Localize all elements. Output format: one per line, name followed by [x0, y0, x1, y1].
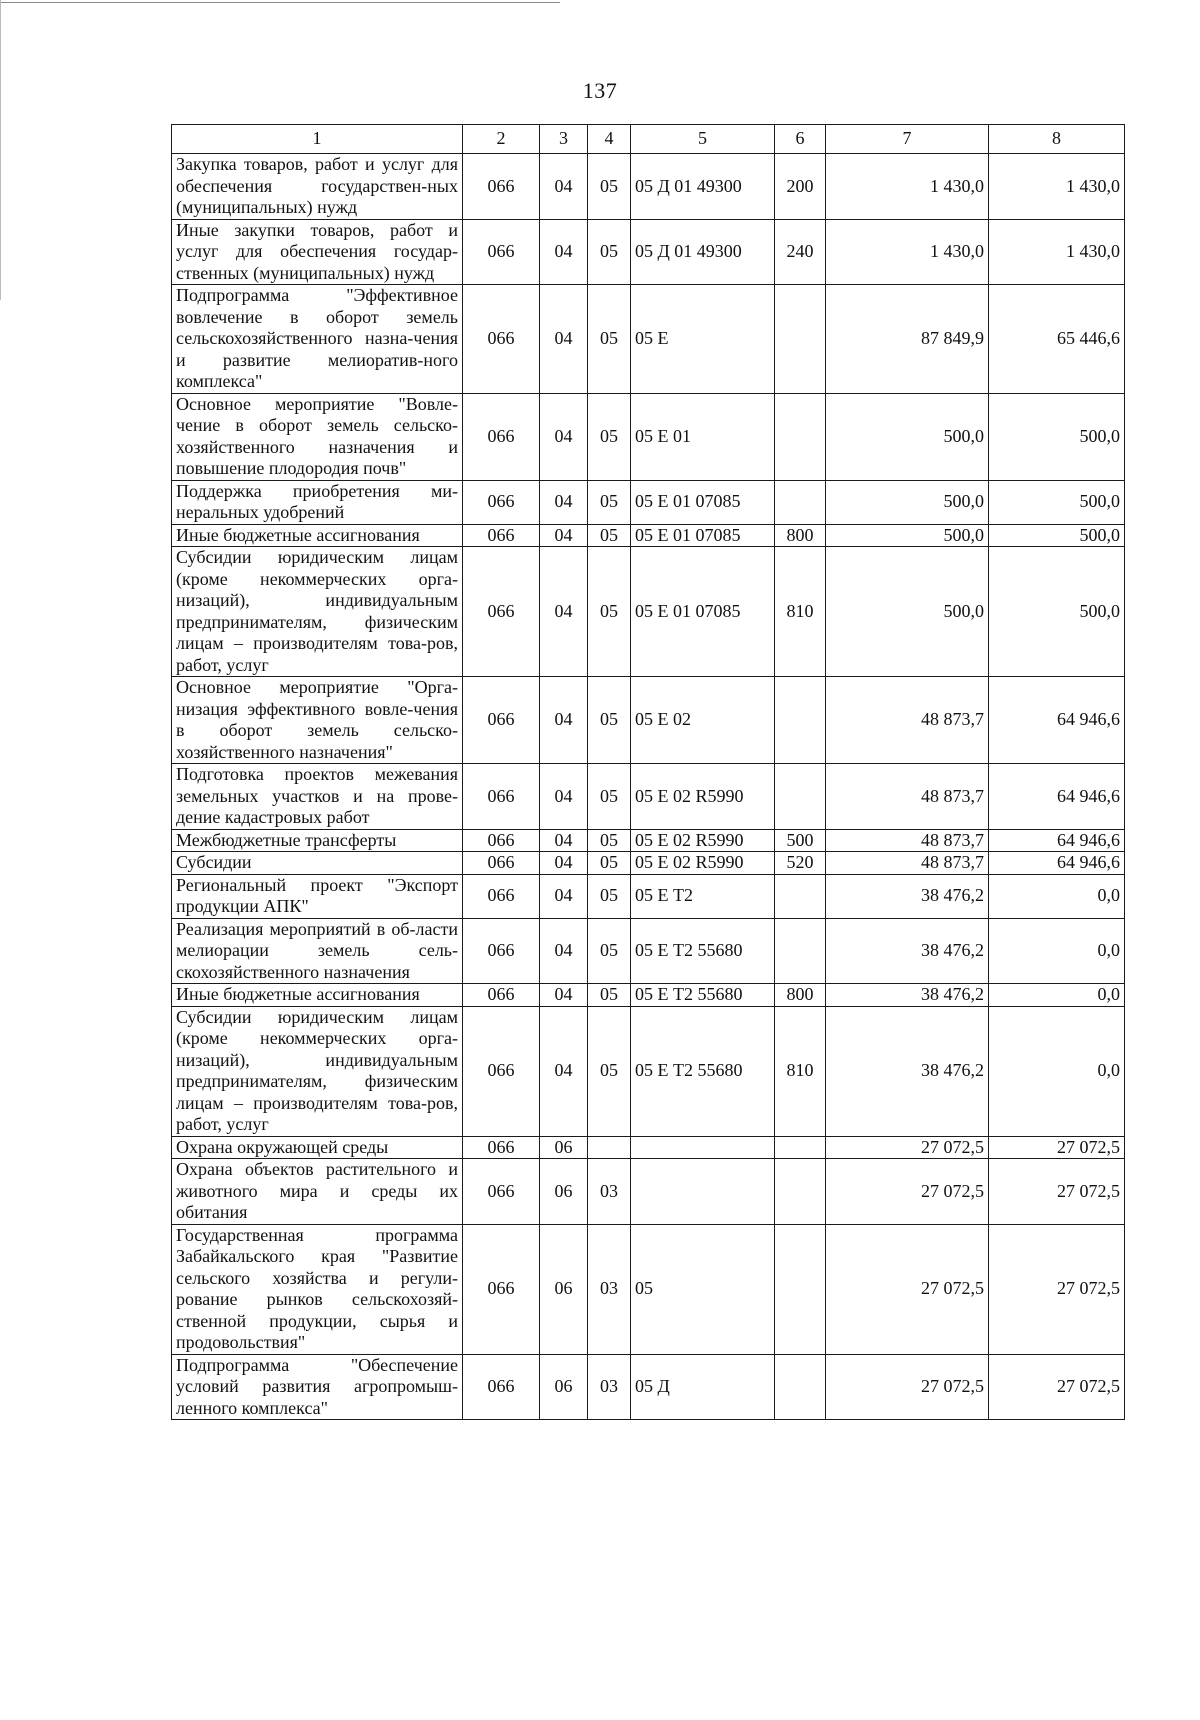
- header-col-5: 5: [631, 125, 775, 154]
- row-name: Иные бюджетные ассигнования: [172, 984, 463, 1007]
- row-gr-code: 066: [463, 764, 540, 830]
- row-csr-code: 05: [631, 1224, 775, 1354]
- row-rz-code: 04: [540, 524, 588, 547]
- row-vr-code: [775, 677, 826, 764]
- row-sum-col8: 64 946,6: [989, 852, 1125, 875]
- row-sum-col7: 38 476,2: [826, 984, 989, 1007]
- row-name: Охрана окружающей среды: [172, 1136, 463, 1159]
- row-vr-code: 200: [775, 154, 826, 220]
- row-sum-col7: 500,0: [826, 480, 989, 524]
- row-name: Государственная программа Забайкальского края "Развитие сельского хозяйства и регули-рование рынков сельскохозяй-ственной продукции, сырья и продовольствия": [172, 1224, 463, 1354]
- row-vr-code: 810: [775, 547, 826, 677]
- row-rz-code: 04: [540, 764, 588, 830]
- table-row: [172, 285, 1125, 394]
- row-gr-code: 066: [463, 219, 540, 285]
- row-sum-col8: 27 072,5: [989, 1224, 1125, 1354]
- row-rz-code: 04: [540, 154, 588, 220]
- row-pr-code: 05: [588, 677, 631, 764]
- table-row: [172, 829, 1125, 852]
- row-rz-code: 06: [540, 1136, 588, 1159]
- row-sum-col7: 87 849,9: [826, 285, 989, 394]
- row-gr-code: 066: [463, 480, 540, 524]
- row-pr-code: 05: [588, 852, 631, 875]
- row-rz-code: 04: [540, 480, 588, 524]
- row-gr-code: 066: [463, 1224, 540, 1354]
- row-pr-code: 05: [588, 524, 631, 547]
- row-name: Подпрограмма "Обеспечение условий развития агропромыш-ленного комплекса": [172, 1354, 463, 1420]
- row-pr-code: 05: [588, 829, 631, 852]
- row-name: Межбюджетные трансферты: [172, 829, 463, 852]
- row-sum-col7: 48 873,7: [826, 852, 989, 875]
- row-sum-col7: 500,0: [826, 524, 989, 547]
- row-sum-col8: 27 072,5: [989, 1159, 1125, 1225]
- row-sum-col8: 64 946,6: [989, 829, 1125, 852]
- row-csr-code: 05 Е: [631, 285, 775, 394]
- row-sum-col8: 27 072,5: [989, 1136, 1125, 1159]
- row-name: Субсидии юридическим лицам (кроме некоммерческих орга-низаций), индивидуальным предпринимателям, физическим лицам – производителям това-ров, работ, услуг: [172, 547, 463, 677]
- row-rz-code: 04: [540, 393, 588, 480]
- row-name: Реализация мероприятий в об-ласти мелиорации земель сель-скохозяйственного назначения: [172, 918, 463, 984]
- row-name: Региональный проект "Экспорт продукции АПК": [172, 874, 463, 918]
- row-rz-code: 06: [540, 1159, 588, 1225]
- scan-border-left: [0, 0, 1, 300]
- row-sum-col7: 38 476,2: [826, 918, 989, 984]
- row-vr-code: 240: [775, 219, 826, 285]
- table-row: [172, 918, 1125, 984]
- row-vr-code: [775, 1354, 826, 1420]
- table-row: [172, 1354, 1125, 1420]
- row-sum-col8: 0,0: [989, 918, 1125, 984]
- row-sum-col8: 1 430,0: [989, 219, 1125, 285]
- row-vr-code: [775, 1224, 826, 1354]
- row-gr-code: 066: [463, 984, 540, 1007]
- header-col-6: 6: [775, 125, 826, 154]
- header-col-8: 8: [989, 125, 1125, 154]
- row-csr-code: [631, 1136, 775, 1159]
- row-sum-col8: 65 446,6: [989, 285, 1125, 394]
- page-number: 137: [582, 78, 618, 103]
- row-csr-code: 05 Е Т2 55680: [631, 918, 775, 984]
- row-rz-code: 04: [540, 829, 588, 852]
- row-sum-col7: 27 072,5: [826, 1159, 989, 1225]
- table-row: [172, 524, 1125, 547]
- row-rz-code: 04: [540, 852, 588, 875]
- row-gr-code: 066: [463, 874, 540, 918]
- row-vr-code: [775, 918, 826, 984]
- row-sum-col7: 38 476,2: [826, 1006, 989, 1136]
- row-vr-code: 810: [775, 1006, 826, 1136]
- row-sum-col8: 27 072,5: [989, 1354, 1125, 1420]
- row-csr-code: 05 Е 01 07085: [631, 480, 775, 524]
- table-row: [172, 480, 1125, 524]
- row-sum-col8: 0,0: [989, 874, 1125, 918]
- row-sum-col7: 27 072,5: [826, 1136, 989, 1159]
- row-gr-code: 066: [463, 1159, 540, 1225]
- table-row: [172, 852, 1125, 875]
- row-vr-code: [775, 874, 826, 918]
- row-gr-code: 066: [463, 1354, 540, 1420]
- row-name: Иные бюджетные ассигнования: [172, 524, 463, 547]
- row-gr-code: 066: [463, 1136, 540, 1159]
- row-vr-code: [775, 285, 826, 394]
- row-sum-col8: 500,0: [989, 524, 1125, 547]
- row-rz-code: 06: [540, 1354, 588, 1420]
- row-csr-code: 05 Е 02 R5990: [631, 829, 775, 852]
- row-vr-code: [775, 393, 826, 480]
- row-sum-col8: 64 946,6: [989, 764, 1125, 830]
- row-rz-code: 04: [540, 874, 588, 918]
- row-gr-code: 066: [463, 524, 540, 547]
- row-name: Подпрограмма "Эффективное вовлечение в оборот земель сельскохозяйственного назна-чения и развитие мелиоратив-ного комплекса": [172, 285, 463, 394]
- row-name: Основное мероприятие "Орга-низация эффективного вовле-чения в оборот земель сельско-хозяйственного назначения": [172, 677, 463, 764]
- row-sum-col7: 500,0: [826, 393, 989, 480]
- table-row: [172, 154, 1125, 220]
- row-rz-code: 04: [540, 1006, 588, 1136]
- row-sum-col7: 1 430,0: [826, 154, 989, 220]
- row-rz-code: 04: [540, 677, 588, 764]
- row-csr-code: 05 Е 01 07085: [631, 547, 775, 677]
- row-csr-code: 05 Е 02 R5990: [631, 852, 775, 875]
- row-csr-code: 05 Е Т2 55680: [631, 984, 775, 1007]
- row-name: Закупка товаров, работ и услуг для обеспечения государствен-ных (муниципальных) нужд: [172, 154, 463, 220]
- row-sum-col7: 48 873,7: [826, 677, 989, 764]
- row-pr-code: 05: [588, 984, 631, 1007]
- row-csr-code: 05 Д 01 49300: [631, 219, 775, 285]
- table-row: [172, 984, 1125, 1007]
- row-pr-code: 05: [588, 285, 631, 394]
- row-vr-code: 800: [775, 984, 826, 1007]
- header-col-2: 2: [463, 125, 540, 154]
- row-csr-code: 05 Е Т2 55680: [631, 1006, 775, 1136]
- row-csr-code: 05 Д: [631, 1354, 775, 1420]
- row-vr-code: 800: [775, 524, 826, 547]
- row-sum-col7: 48 873,7: [826, 764, 989, 830]
- row-gr-code: 066: [463, 285, 540, 394]
- row-gr-code: 066: [463, 918, 540, 984]
- row-rz-code: 04: [540, 285, 588, 394]
- row-pr-code: 05: [588, 547, 631, 677]
- row-vr-code: [775, 1159, 826, 1225]
- budget-table: [171, 124, 1125, 1420]
- row-gr-code: 066: [463, 547, 540, 677]
- row-sum-col7: 500,0: [826, 547, 989, 677]
- table-row: [172, 1224, 1125, 1354]
- row-vr-code: [775, 764, 826, 830]
- row-name: Подготовка проектов межевания земельных участков и на прове-дение кадастровых работ: [172, 764, 463, 830]
- row-sum-col7: 27 072,5: [826, 1224, 989, 1354]
- header-col-3: 3: [540, 125, 588, 154]
- table-row: [172, 764, 1125, 830]
- table-row: [172, 1159, 1125, 1225]
- row-sum-col7: 1 430,0: [826, 219, 989, 285]
- row-csr-code: 05 Е 01: [631, 393, 775, 480]
- header-col-7: 7: [826, 125, 989, 154]
- row-gr-code: 066: [463, 1006, 540, 1136]
- row-pr-code: [588, 1136, 631, 1159]
- row-pr-code: 05: [588, 874, 631, 918]
- row-pr-code: 03: [588, 1159, 631, 1225]
- row-pr-code: 03: [588, 1224, 631, 1354]
- row-pr-code: 05: [588, 393, 631, 480]
- row-gr-code: 066: [463, 393, 540, 480]
- row-sum-col8: 64 946,6: [989, 677, 1125, 764]
- row-name: Охрана объектов растительного и животного мира и среды их обитания: [172, 1159, 463, 1225]
- row-pr-code: 05: [588, 764, 631, 830]
- table-body: [172, 154, 1125, 1420]
- row-csr-code: 05 Е 01 07085: [631, 524, 775, 547]
- row-name: Субсидии юридическим лицам (кроме некоммерческих орга-низаций), индивидуальным предпринимателям, физическим лицам – производителям това-ров, работ, услуг: [172, 1006, 463, 1136]
- row-rz-code: 04: [540, 984, 588, 1007]
- row-csr-code: 05 Е 02: [631, 677, 775, 764]
- table-row: [172, 547, 1125, 677]
- scan-border-top: [0, 2, 560, 3]
- row-csr-code: 05 Д 01 49300: [631, 154, 775, 220]
- row-rz-code: 04: [540, 219, 588, 285]
- row-pr-code: 05: [588, 219, 631, 285]
- row-rz-code: 06: [540, 1224, 588, 1354]
- table-row: [172, 393, 1125, 480]
- row-vr-code: 500: [775, 829, 826, 852]
- row-rz-code: 04: [540, 918, 588, 984]
- row-vr-code: 520: [775, 852, 826, 875]
- row-gr-code: 066: [463, 829, 540, 852]
- table-row: [172, 677, 1125, 764]
- row-pr-code: 03: [588, 1354, 631, 1420]
- row-csr-code: 05 Е 02 R5990: [631, 764, 775, 830]
- row-pr-code: 05: [588, 154, 631, 220]
- row-sum-col8: 0,0: [989, 984, 1125, 1007]
- row-sum-col7: 27 072,5: [826, 1354, 989, 1420]
- row-name: Поддержка приобретения ми-неральных удобрений: [172, 480, 463, 524]
- row-sum-col7: 48 873,7: [826, 829, 989, 852]
- table-row: [172, 874, 1125, 918]
- row-gr-code: 066: [463, 852, 540, 875]
- row-vr-code: [775, 1136, 826, 1159]
- table-row: [172, 1136, 1125, 1159]
- header-col-1: 1: [172, 125, 463, 154]
- row-sum-col8: 1 430,0: [989, 154, 1125, 220]
- row-csr-code: 05 Е Т2: [631, 874, 775, 918]
- row-sum-col8: 500,0: [989, 393, 1125, 480]
- row-sum-col8: 500,0: [989, 547, 1125, 677]
- row-sum-col8: 0,0: [989, 1006, 1125, 1136]
- row-pr-code: 05: [588, 1006, 631, 1136]
- row-gr-code: 066: [463, 677, 540, 764]
- row-pr-code: 05: [588, 480, 631, 524]
- table-row: [172, 219, 1125, 285]
- row-name: Иные закупки товаров, работ и услуг для обеспечения государ-ственных (муниципальных) нужд: [172, 219, 463, 285]
- row-name: Субсидии: [172, 852, 463, 875]
- row-pr-code: 05: [588, 918, 631, 984]
- header-row: [172, 125, 1125, 154]
- row-vr-code: [775, 480, 826, 524]
- row-sum-col7: 38 476,2: [826, 874, 989, 918]
- header-col-4: 4: [588, 125, 631, 154]
- row-rz-code: 04: [540, 547, 588, 677]
- row-csr-code: [631, 1159, 775, 1225]
- row-gr-code: 066: [463, 154, 540, 220]
- row-sum-col8: 500,0: [989, 480, 1125, 524]
- table-row: [172, 1006, 1125, 1136]
- row-name: Основное мероприятие "Вовле-чение в оборот земель сельско-хозяйственного назначения и повышение плодородия почв": [172, 393, 463, 480]
